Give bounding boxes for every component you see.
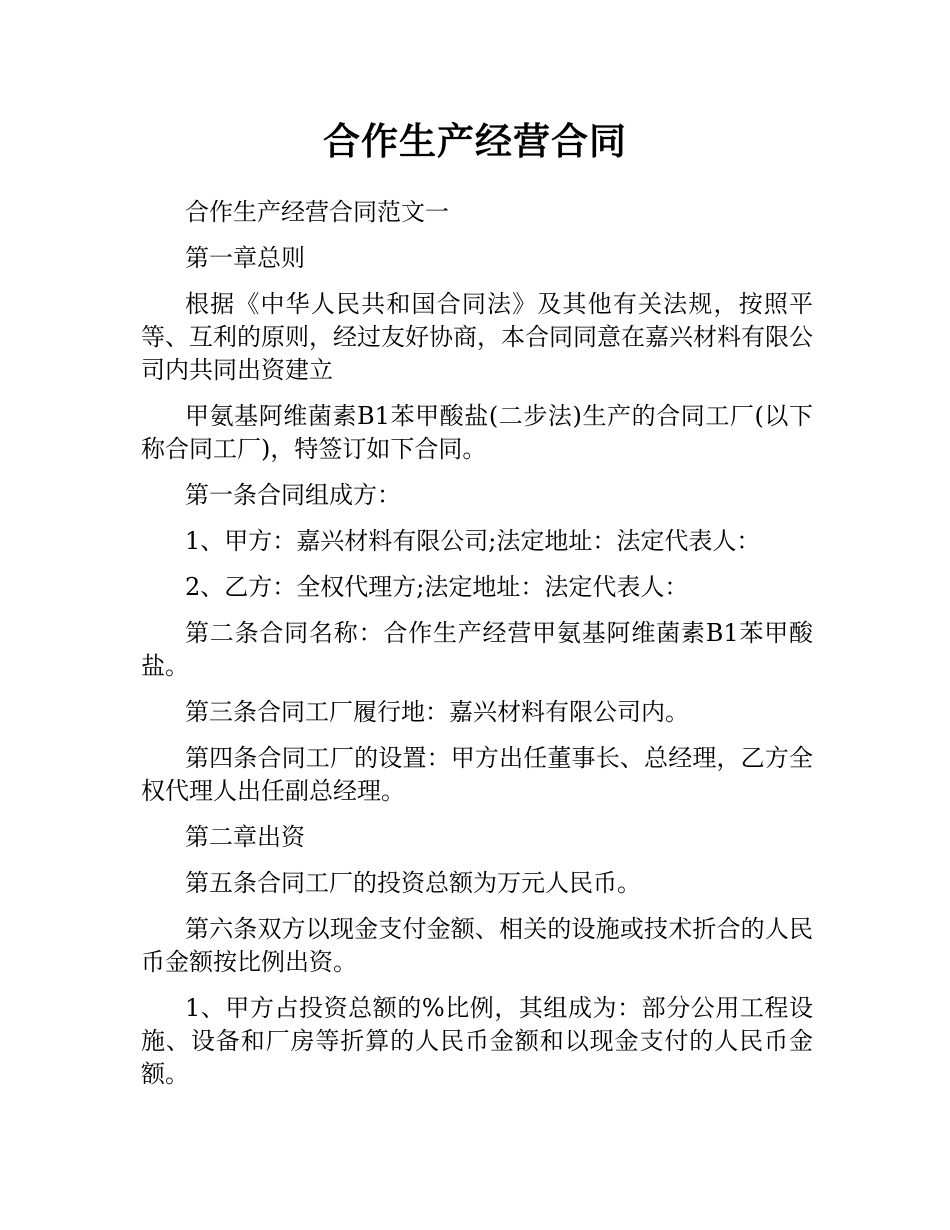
paragraph-party-b: 2、乙方：全权代理方;法定地址：法定代表人： — [185, 573, 689, 601]
paragraph-party-a: 1、甲方：嘉兴材料有限公司;法定地址：法定代表人： — [185, 527, 761, 555]
document-title: 合作生产经营合同 — [323, 120, 627, 163]
paragraph-article-4: 第四条合同工厂的设置：甲方出任董事长、总经理，乙方全权代理人出任副总经理。 — [141, 744, 813, 805]
paragraph-preamble-cont: 甲氨基阿维菌素B1苯甲酸盐(二步法)生产的合同工厂(以下称合同工厂)，特签订如下合同。 — [141, 402, 813, 463]
paragraph-article-2: 第二条合同名称：合作生产经营甲氨基阿维菌素B1苯甲酸盐。 — [141, 619, 813, 680]
paragraph-article-1: 第一条合同组成方： — [185, 481, 401, 509]
paragraph-chapter-2: 第二章出资 — [185, 823, 305, 851]
paragraph-article-5: 第五条合同工厂的投资总额为万元人民币。 — [185, 869, 641, 897]
paragraph-article-3: 第三条合同工厂履行地：嘉兴材料有限公司内。 — [185, 698, 689, 726]
paragraph-article-6: 第六条双方以现金支付金额、相关的设施或技术折合的人民币金额按比例出资。 — [141, 915, 813, 976]
paragraph-article-6-item-1: 1、甲方占投资总额的%比例，其组成为：部分公用工程设施、设备和厂房等折算的人民币金额和以现金支付的人民币金额。 — [141, 994, 813, 1088]
paragraph-chapter-1: 第一章总则 — [185, 244, 305, 272]
document-body — [141, 196, 813, 1104]
paragraph-preamble: 根据《中华人民共和国合同法》及其他有关法规，按照平等、互利的原则，经过友好协商，本合同同意在嘉兴材料有限公司内共同出资建立 — [141, 290, 813, 384]
paragraph-subtitle: 合作生产经营合同范文一 — [185, 198, 449, 226]
